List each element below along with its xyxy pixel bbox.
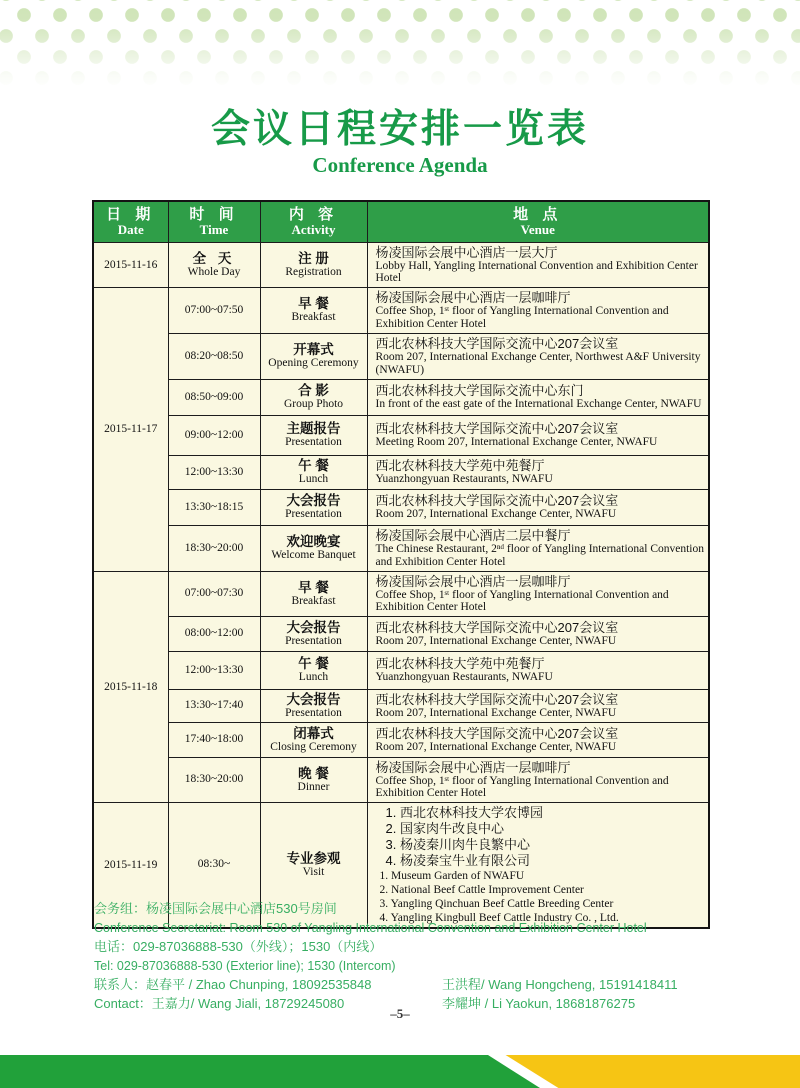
tel-zh: 电话：029-87036888-530（外线）；1530（内线）	[94, 939, 383, 954]
time-value: 18:30~20:00	[184, 773, 244, 785]
agenda-cell-venue	[367, 689, 709, 722]
venue-zh: 西北农林科技大学国际交流中心207会议室	[375, 421, 619, 437]
agenda-cell-time	[168, 333, 260, 379]
activity-en: Registration	[285, 265, 342, 278]
halftone-dots-decoration	[0, 0, 800, 94]
activity-zh: 欢迎晚宴	[286, 534, 341, 549]
header-date-en: Date	[117, 222, 144, 238]
venue-zh: 西北农林科技大学国际交流中心207会议室	[375, 725, 619, 741]
agenda-row	[93, 757, 709, 802]
activity-zh: 午 餐	[298, 656, 329, 671]
header-date	[93, 201, 168, 242]
venue-en-item: 4. Yangling Kingbull Beef Cattle Industry Co. , Ltd.	[379, 911, 619, 924]
venue-zh: 杨凌国际会展中心酒店一层咖啡厅	[375, 290, 571, 305]
activity-en: Presentation	[285, 508, 342, 520]
venue-zh: 杨凌国际会展中心酒店一层咖啡厅	[375, 759, 571, 775]
venue-en: In front of the east gate of the International Exchange Center, NWAFU	[375, 398, 702, 411]
venue-en: Coffee Shop, 1ˢᵗ floor of Yangling International Convention and Exhibition Center Hotel	[375, 588, 669, 613]
activity-en: Group Photo	[283, 398, 344, 410]
agenda-cell-time	[168, 415, 260, 455]
agenda-cell-venue	[367, 242, 709, 287]
time-value: 13:30~17:40	[184, 699, 244, 711]
activity-zh: 早 餐	[298, 296, 329, 311]
agenda-cell-activity	[260, 489, 367, 525]
activity-zh: 午 餐	[298, 458, 329, 473]
header-venue	[367, 201, 709, 242]
contact-row-1	[94, 978, 710, 992]
time-value: 08:00~12:00	[184, 627, 244, 639]
agenda-cell-activity	[260, 455, 367, 489]
contact-2-right: 李耀坤 / Li Yaokun, 18681876275	[442, 996, 636, 1011]
agenda-cell-activity	[260, 571, 367, 616]
agenda-row	[93, 722, 709, 757]
venue-zh: 西北农林科技大学国际交流中心东门	[375, 383, 584, 399]
agenda-cell-activity	[260, 651, 367, 689]
header-venue-en: Venue	[520, 222, 555, 238]
header-activity-en: Activity	[291, 222, 336, 238]
agenda-cell-time	[168, 651, 260, 689]
time-value: 09:00~12:00	[184, 428, 244, 441]
venue-zh: 西北农林科技大学国际交流中心207会议室	[375, 691, 619, 707]
venue-en: Yuanzhongyuan Restaurants, NWAFU	[375, 671, 553, 684]
agenda-cell-time	[168, 287, 260, 333]
footer-color-bar	[0, 1055, 800, 1088]
header-activity	[260, 201, 367, 242]
agenda-cell-date: 2015-11-16	[93, 242, 168, 287]
agenda-cell-activity	[260, 757, 367, 802]
agenda-cell-venue	[367, 651, 709, 689]
venue-zh: 西北农林科技大学苑中苑餐厅	[375, 458, 545, 474]
venue-zh-item: 1. 西北农林科技大学农博园	[385, 804, 543, 820]
agenda-cell-date: 2015-11-19	[93, 802, 168, 928]
activity-en: Closing Ceremony	[270, 740, 357, 753]
venue-zh-item: 2. 国家肉牛改良中心	[385, 820, 504, 836]
venue-zh: 西北农林科技大学苑中苑餐厅	[375, 656, 545, 672]
activity-en: Visit	[302, 865, 325, 878]
header-time-zh: 时 间	[189, 206, 239, 224]
header-time	[168, 201, 260, 242]
time-value: 07:00~07:30	[184, 587, 244, 599]
activity-en: Presentation	[285, 634, 342, 647]
venue-en: Coffee Shop, 1ˢᵗ floor of Yangling International Convention and Exhibition Center Hotel	[375, 305, 669, 330]
activity-zh: 注 册	[298, 250, 329, 266]
header-venue-zh: 地 点	[513, 206, 563, 224]
agenda-cell-venue	[367, 379, 709, 415]
agenda-cell-venue	[367, 489, 709, 525]
activity-zh: 大会报告	[286, 691, 341, 707]
venue-zh-item: 4. 杨凌秦宝牛业有限公司	[385, 852, 530, 868]
agenda-row	[93, 455, 709, 489]
time-value: 13:30~18:15	[184, 500, 244, 513]
agenda-cell-activity	[260, 379, 367, 415]
activity-zh: 大会报告	[286, 619, 341, 635]
agenda-table	[92, 200, 710, 929]
agenda-row	[93, 651, 709, 689]
agenda-cell-venue	[367, 525, 709, 571]
agenda-cell-time	[168, 455, 260, 489]
venue-zh: 西北农林科技大学国际交流中心207会议室	[375, 336, 619, 351]
time-value: 07:00~07:50	[184, 303, 244, 316]
agenda-cell-time	[168, 379, 260, 415]
activity-en: Breakfast	[291, 311, 336, 323]
venue-en: Meeting Room 207, International Exchange Center, NWAFU	[375, 436, 658, 449]
activity-en: Lunch	[298, 671, 329, 683]
agenda-cell-time	[168, 489, 260, 525]
page-title: 会议日程安排一览表	[210, 108, 589, 151]
agenda-cell-time	[168, 689, 260, 722]
agenda-row	[93, 333, 709, 379]
activity-en: Welcome Banquet	[271, 549, 356, 561]
agenda-cell-venue	[367, 287, 709, 333]
agenda-cell-activity	[260, 722, 367, 757]
secretariat-en: Conference Secretariat: Room 530 of Yangling International Convention and Exhibition Center Hotel	[94, 921, 647, 935]
agenda-cell-time	[168, 571, 260, 616]
agenda-cell-activity	[260, 333, 367, 379]
venue-zh: 杨凌国际会展中心酒店二层中餐厅	[375, 528, 571, 543]
venue-en: The Chinese Restaurant, 2ⁿᵈ floor of Yangling International Convention and Exhibition Center Hotel	[375, 543, 705, 568]
agenda-row	[93, 571, 709, 616]
activity-en: Breakfast	[291, 594, 336, 607]
activity-en: Dinner	[297, 780, 330, 793]
agenda-header-row	[93, 201, 709, 242]
activity-zh: 专业参观	[286, 850, 341, 866]
time-en: Whole Day	[187, 265, 241, 278]
venue-en: Lobby Hall, Yangling International Convention and Exhibition Center Hotel	[375, 259, 698, 284]
activity-en: Lunch	[298, 473, 329, 485]
agenda-cell-activity	[260, 689, 367, 722]
agenda-cell-date: 2015-11-17	[93, 287, 168, 571]
contact-2-left: Contact：王嘉力/ Wang Jiali, 18729245080	[94, 996, 345, 1011]
venue-zh: 杨凌国际会展中心酒店一层咖啡厅	[375, 573, 571, 589]
time-value: 12:00~13:30	[184, 465, 244, 478]
activity-zh: 晚 餐	[298, 765, 329, 781]
venue-zh: 西北农林科技大学国际交流中心207会议室	[375, 619, 619, 635]
tel-en: Tel: 029-87036888-530 (Exterior line); 1530 (Intercom)	[94, 959, 396, 973]
venue-zh: 西北农林科技大学国际交流中心207会议室	[375, 493, 619, 509]
venue-en: Yuanzhongyuan Restaurants, NWAFU	[375, 473, 553, 486]
venue-en: Room 207, International Exchange Center, NWAFU	[375, 706, 617, 719]
venue-zh: 杨凌国际会展中心酒店一层大厅	[375, 244, 558, 260]
activity-zh: 合 影	[298, 383, 329, 398]
header-date-zh: 日 期	[106, 206, 156, 224]
contact-1-left: 联系人：赵春平 / Zhao Chunping, 18092535848	[94, 977, 372, 992]
contact-1-right: 王洪程/ Wang Hongcheng, 15191418411	[442, 977, 678, 992]
agenda-row	[93, 616, 709, 651]
agenda-row	[93, 242, 709, 287]
agenda-cell-activity	[260, 287, 367, 333]
venue-en: Room 207, International Exchange Center, NWAFU	[375, 740, 617, 753]
venue-en: Coffee Shop, 1ˢᵗ floor of Yangling International Convention and Exhibition Center Hotel	[375, 774, 669, 799]
activity-zh: 早 餐	[298, 579, 329, 595]
time-value: 08:50~09:00	[184, 390, 244, 403]
agenda-cell-activity	[260, 616, 367, 651]
agenda-row	[93, 489, 709, 525]
venue-en: Room 207, International Exchange Center, NWAFU	[375, 634, 617, 647]
footer-contact-block	[94, 902, 710, 1016]
agenda-cell-activity	[260, 242, 367, 287]
venue-en-item: 1. Museum Garden of NWAFU	[379, 869, 525, 882]
time-value: 08:30~	[197, 858, 231, 870]
agenda-cell-venue	[367, 333, 709, 379]
agenda-cell-activity	[260, 415, 367, 455]
activity-en: Presentation	[285, 706, 342, 719]
venue-en: Room 207, International Exchange Center, NWAFU	[375, 508, 617, 521]
time-value: 08:20~08:50	[184, 349, 244, 362]
venue-en-item: 3. Yangling Qinchuan Beef Cattle Breeding Center	[379, 897, 614, 910]
venue-zh-item: 3. 杨凌秦川肉牛良繁中心	[385, 836, 530, 852]
time-zh: 全 天	[192, 250, 236, 266]
time-value: 17:40~18:00	[184, 733, 244, 745]
agenda-row	[93, 287, 709, 333]
agenda-row	[93, 525, 709, 571]
time-value: 12:00~13:30	[184, 663, 244, 676]
agenda-cell-date: 2015-11-18	[93, 571, 168, 802]
agenda-cell-venue	[367, 616, 709, 651]
page-number: –5–	[390, 1006, 410, 1021]
page-subtitle: Conference Agenda	[312, 153, 488, 177]
agenda-cell-time	[168, 525, 260, 571]
activity-zh: 闭幕式	[293, 725, 334, 741]
agenda-cell-time	[168, 757, 260, 802]
header-activity-zh: 内 容	[288, 206, 339, 224]
agenda-cell-venue	[367, 571, 709, 616]
agenda-cell-venue	[367, 415, 709, 455]
secretariat-zh: 会务组：杨凌国际会展中心酒店530号房间	[94, 901, 337, 916]
agenda-cell-activity	[260, 525, 367, 571]
agenda-row	[93, 415, 709, 455]
activity-zh: 开幕式	[293, 342, 334, 357]
venue-en: Room 207, International Exchange Center, Northwest A&F University (NWAFU)	[375, 351, 701, 376]
time-value: 18:30~20:00	[184, 541, 244, 554]
activity-zh: 主题报告	[286, 421, 341, 436]
activity-en: Presentation	[285, 436, 342, 448]
activity-zh: 大会报告	[286, 493, 341, 508]
agenda-row	[93, 379, 709, 415]
agenda-cell-time	[168, 616, 260, 651]
agenda-cell-time	[168, 242, 260, 287]
agenda-table-body	[93, 242, 709, 928]
agenda-row	[93, 689, 709, 722]
agenda-cell-venue	[367, 757, 709, 802]
activity-en: Opening Ceremony	[268, 357, 359, 369]
agenda-cell-venue	[367, 722, 709, 757]
agenda-cell-time	[168, 722, 260, 757]
agenda-cell-venue	[367, 455, 709, 489]
venue-en-item: 2. National Beef Cattle Improvement Center	[379, 883, 584, 896]
header-time-en: Time	[199, 222, 229, 238]
